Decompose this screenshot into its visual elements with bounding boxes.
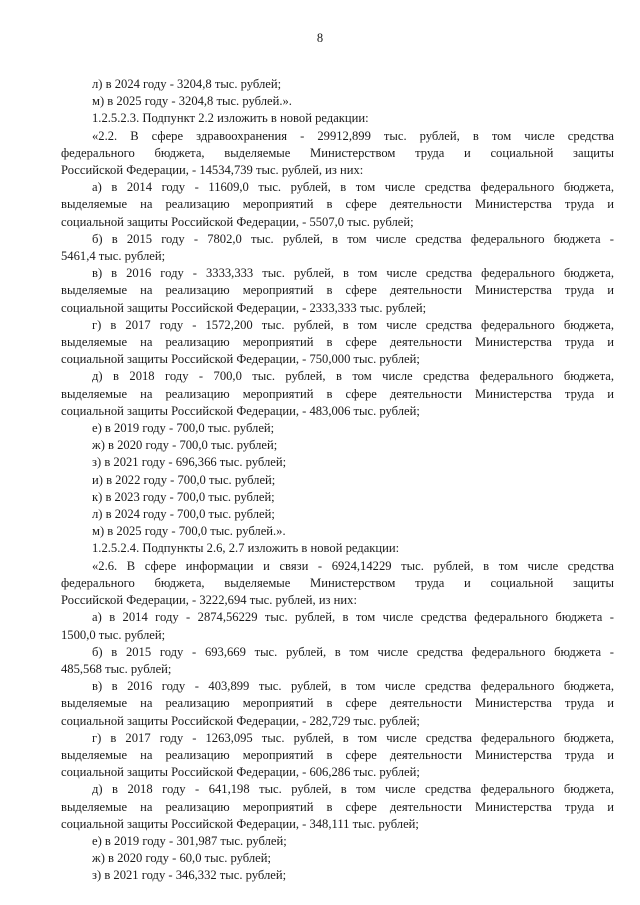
text-line: з) в 2021 году - 696,366 тыс. рублей; <box>92 455 287 470</box>
text-line: выделяемые на реализацию мероприятий в сфере деятельности Министерства труда и <box>61 197 614 212</box>
text-line: ж) в 2020 году - 700,0 тыс. рублей; <box>92 438 278 453</box>
text-line: и) в 2022 году - 700,0 тыс. рублей; <box>92 472 276 487</box>
text-line: е) в 2019 году - 301,987 тыс. рублей; <box>92 833 287 848</box>
text-line: Российской Федерации, - 14534,739 тыс. рублей, из них: <box>61 163 364 178</box>
text-line: л) в 2024 году - 3204,8 тыс. рублей; <box>92 77 282 91</box>
text-line: выделяемые на реализацию мероприятий в сфере деятельности Министерства труда и <box>61 335 614 350</box>
text-line: г) в 2017 году - 1263,095 тыс. рублей, в том числе средства федерального бюджета, <box>92 730 614 745</box>
text-line: федерального бюджета, выделяемые Министерством труда и социальной защиты <box>61 145 614 160</box>
text-line: л) в 2024 году - 700,0 тыс. рублей; <box>92 507 275 522</box>
text-line: социальной защиты Российской Федерации, - 750,000 тыс. рублей; <box>61 352 420 367</box>
text-line: социальной защиты Российской Федерации, - 348,111 тыс. рублей; <box>61 816 419 831</box>
text-line: федерального бюджета, выделяемые Министерством труда и социальной защиты <box>61 575 614 590</box>
text-line: а) в 2014 году - 11609,0 тыс. рублей, в том числе средства федерального бюджета, <box>92 180 614 195</box>
text-line: в) в 2016 году - 403,899 тыс. рублей, в том числе средства федерального бюджета, <box>92 679 614 694</box>
text-line: з) в 2021 году - 346,332 тыс. рублей; <box>92 868 287 883</box>
page-number: 8 <box>316 31 324 45</box>
text-line: 485,568 тыс. рублей; <box>61 661 172 676</box>
text-line: выделяемые на реализацию мероприятий в сфере деятельности Министерства труда и <box>61 747 614 762</box>
text-line: 1.2.5.2.4. Подпункты 2.6, 2.7 изложить в новой редакции: <box>92 541 400 556</box>
text-line: б) в 2015 году - 7802,0 тыс. рублей, в том числе средства федерального бюджета - <box>92 231 614 246</box>
text-line: 5461,4 тыс. рублей; <box>61 249 166 264</box>
document-body <box>61 76 614 885</box>
text-line: е) в 2019 году - 700,0 тыс. рублей; <box>92 421 275 436</box>
text-line: м) в 2025 году - 3204,8 тыс. рублей.». <box>92 94 292 109</box>
text-line: Российской Федерации, - 3222,694 тыс. рублей, из них: <box>61 593 357 608</box>
text-line: социальной защиты Российской Федерации, - 2333,333 тыс. рублей; <box>61 300 427 315</box>
text-line: выделяемые на реализацию мероприятий в сфере деятельности Министерства труда и <box>61 386 614 401</box>
text-line: 1.2.5.2.3. Подпункт 2.2 изложить в новой редакции: <box>92 111 369 126</box>
text-line: д) в 2018 году - 641,198 тыс. рублей, в том числе средства федерального бюджета, <box>92 782 614 797</box>
text-line: а) в 2014 году - 2874,56229 тыс. рублей, в том числе средства федерального бюджета - <box>92 610 614 625</box>
text-line: выделяемые на реализацию мероприятий в сфере деятельности Министерства труда и <box>61 696 614 711</box>
text-line: г) в 2017 году - 1572,200 тыс. рублей, в том числе средства федерального бюджета, <box>92 317 614 332</box>
text-line: выделяемые на реализацию мероприятий в сфере деятельности Министерства труда и <box>61 799 614 814</box>
text-line: социальной защиты Российской Федерации, - 282,729 тыс. рублей; <box>61 713 420 728</box>
text-line: к) в 2023 году - 700,0 тыс. рублей; <box>92 489 275 504</box>
text-line: социальной защиты Российской Федерации, - 5507,0 тыс. рублей; <box>61 214 414 229</box>
text-line: в) в 2016 году - 3333,333 тыс. рублей, в том числе средства федерального бюджета, <box>92 266 614 281</box>
text-line: 1500,0 тыс. рублей; <box>61 627 166 642</box>
text-line: ж) в 2020 году - 60,0 тыс. рублей; <box>92 851 271 866</box>
text-line: м) в 2025 году - 700,0 тыс. рублей.». <box>92 524 286 539</box>
text-line: социальной защиты Российской Федерации, - 483,006 тыс. рублей; <box>61 403 420 418</box>
text-line: социальной защиты Российской Федерации, - 606,286 тыс. рублей; <box>61 765 420 780</box>
text-line: выделяемые на реализацию мероприятий в сфере деятельности Министерства труда и <box>61 283 614 298</box>
text-line: «2.6. В сфере информации и связи - 6924,14229 тыс. рублей, в том числе средства <box>92 558 614 573</box>
text-line: д) в 2018 году - 700,0 тыс. рублей, в том числе средства федерального бюджета, <box>92 369 614 384</box>
text-line: «2.2. В сфере здравоохранения - 29912,899 тыс. рублей, в том числе средства <box>92 128 614 143</box>
text-line: б) в 2015 году - 693,669 тыс. рублей, в том числе средства федерального бюджета - <box>92 644 614 659</box>
